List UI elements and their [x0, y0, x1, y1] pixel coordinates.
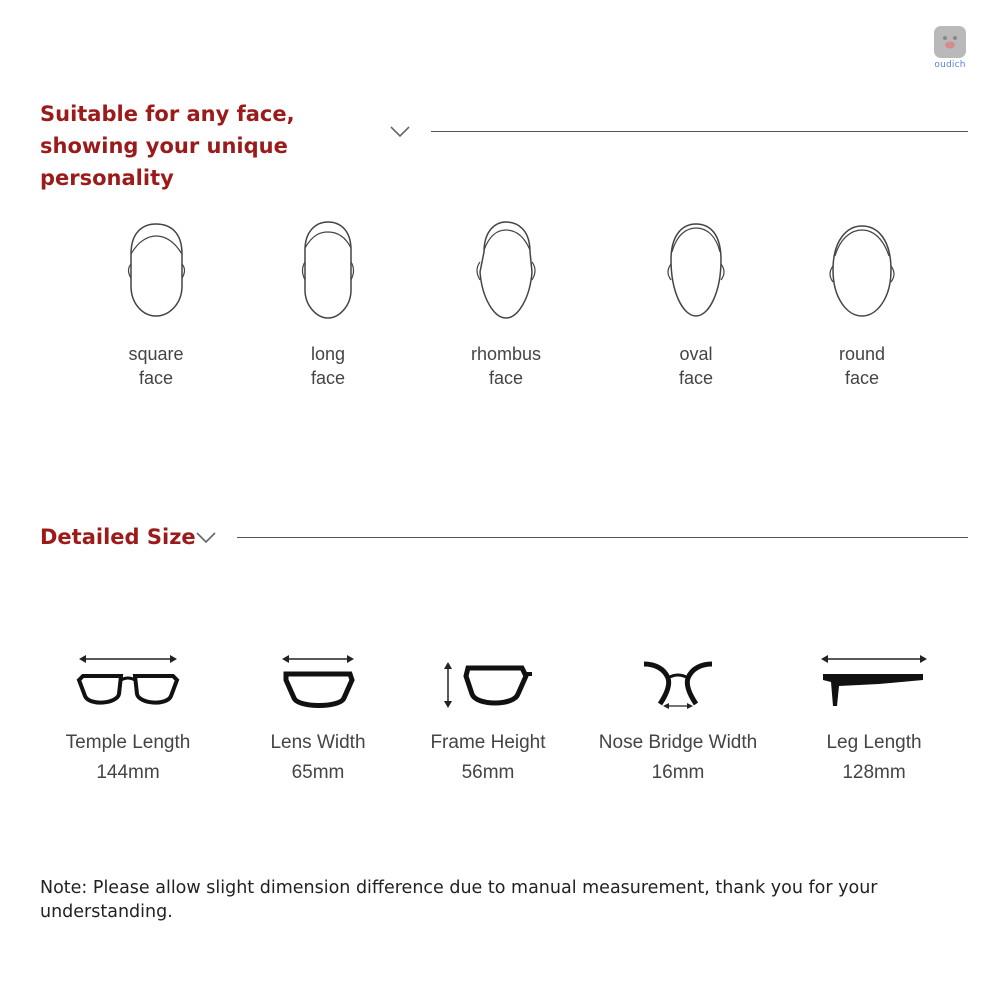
size-value: 144mm: [96, 762, 160, 783]
size-label: Temple Length: [65, 732, 191, 753]
size-label: Leg Length: [826, 732, 922, 753]
face-type-oval: [626, 220, 766, 390]
face-label: long face: [310, 344, 346, 388]
measurement-note: Note: Please allow slight dimension difference due to manual measurement, thank you for your understanding.: [40, 878, 878, 922]
lens-width-icon: [278, 650, 358, 710]
square-face-icon: [121, 220, 191, 320]
section-divider: [237, 537, 968, 538]
long-face-icon: [293, 220, 363, 320]
leg-length-icon: [819, 650, 929, 710]
size-section-title: Detailed Size: [40, 525, 196, 549]
size-value: 16mm: [651, 762, 705, 783]
face-type-long: [258, 220, 398, 390]
logo-text: oudich: [934, 60, 966, 70]
size-label: Frame Height: [430, 732, 546, 753]
face-type-rhombus: [436, 220, 576, 390]
face-type-round: [792, 220, 932, 390]
size-value: 56mm: [461, 762, 515, 783]
face-label: oval face: [678, 344, 714, 388]
section-divider: [431, 131, 968, 132]
face-section-title: Suitable for any face, showing your unique personality: [40, 102, 295, 190]
size-value: 65mm: [291, 762, 345, 783]
face-label: rhombus face: [470, 344, 542, 388]
face-type-square: [86, 220, 226, 390]
size-item-frame-height: [398, 650, 578, 788]
temple-length-icon: [73, 650, 183, 710]
rhombus-face-icon: [466, 220, 546, 320]
chevron-down-icon: [389, 125, 411, 139]
frame-height-icon: [438, 650, 538, 710]
face-label: square face: [128, 344, 184, 388]
size-item-nose-bridge-width: [588, 650, 768, 788]
round-face-icon: [825, 220, 899, 320]
size-item-temple-length: [38, 650, 218, 788]
size-item-leg-length: [784, 650, 964, 788]
size-label: Lens Width: [270, 732, 366, 753]
size-label: Nose Bridge Width: [598, 732, 758, 753]
logo-badge-icon: [934, 26, 966, 58]
oval-face-icon: [661, 220, 731, 320]
chevron-down-icon: [195, 531, 217, 545]
nose-bridge-icon: [638, 650, 718, 710]
brand-logo: [933, 26, 967, 72]
size-value: 128mm: [842, 762, 906, 783]
size-item-lens-width: [228, 650, 408, 788]
face-label: round face: [838, 344, 886, 388]
